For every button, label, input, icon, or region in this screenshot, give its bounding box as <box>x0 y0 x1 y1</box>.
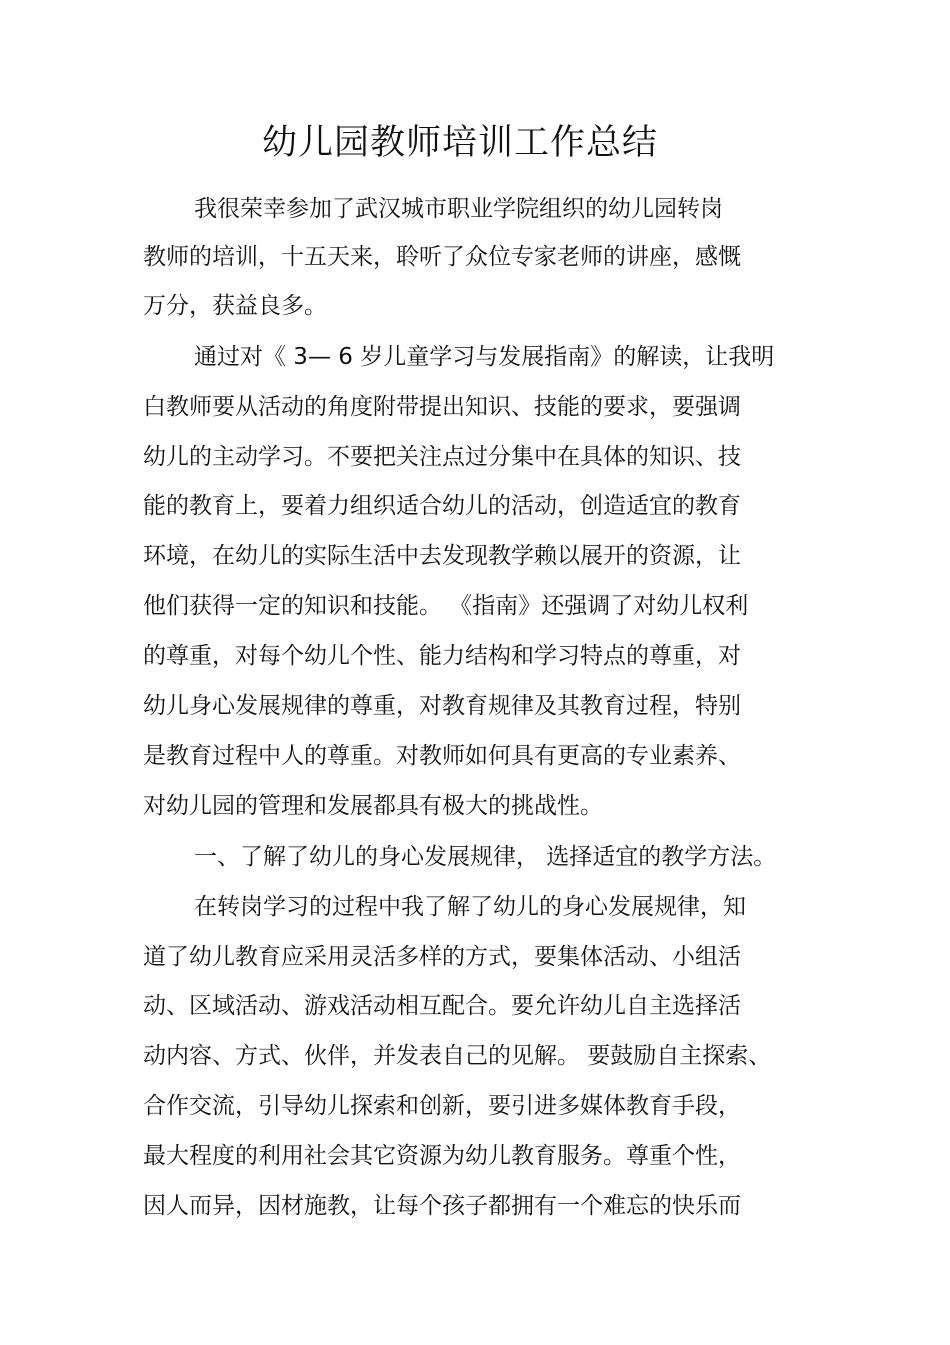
text-line: 通过对《 3— 6 岁儿童学习与发展指南》的解读，让我明 <box>194 344 775 370</box>
text-line: 道了幼儿教育应采用灵活多样的方式，要集体活动、小组活 <box>143 944 741 970</box>
text-line: 是教育过程中人的尊重。对教师如何具有更高的专业素养、 <box>143 743 741 769</box>
text-line: 最大程度的利用社会其它资源为幼儿教育服务。尊重个性， <box>143 1143 741 1169</box>
text-line: 白教师要从活动的角度附带提出知识、技能的要求，要强调 <box>143 394 741 420</box>
text-line: 我很荣幸参加了武汉城市职业学院组织的幼儿园转岗 <box>194 196 723 222</box>
text-line: 万分，获益良多。 <box>143 293 327 319</box>
text-line: 教师的培训，十五天来，聆听了众位专家老师的讲座，感慨 <box>143 244 741 270</box>
text-line: 在转岗学习的过程中我了解了幼儿的身心发展规律，知 <box>194 894 746 920</box>
text-line: 合作交流，引导幼儿探索和创新，要引进多媒体教育手段， <box>143 1093 741 1119</box>
text-line: 幼儿的主动学习。不要把关注点过分集中在具体的知识、技 <box>143 444 741 470</box>
text-line: 能的教育上，要着力组织适合幼儿的活动，创造适宜的教育 <box>143 493 741 519</box>
section-heading: 一、了解了幼儿的身心发展规律， 选择适宜的教学方法。 <box>194 844 777 870</box>
text-line: 动、区域活动、游戏活动相互配合。要允许幼儿自主选择活 <box>143 993 741 1019</box>
text-line: 对幼儿园的管理和发展都具有极大的挑战性。 <box>143 793 603 819</box>
text-line: 环境，在幼儿的实际生活中去发现教学赖以展开的资源，让 <box>143 543 741 569</box>
text-line: 因人而异，因材施教，让每个孩子都拥有一个难忘的快乐而 <box>143 1193 741 1219</box>
text-line: 的尊重，对每个幼儿个性、能力结构和学习特点的尊重，对 <box>143 643 741 669</box>
text-line: 幼儿身心发展规律的尊重，对教育规律及其教育过程，特别 <box>143 693 741 719</box>
text-line: 动内容、方式、伙伴，并发表自己的见解。 要鼓励自主探索、 <box>143 1043 772 1069</box>
document-title: 幼儿园教师培训工作总结 <box>261 123 658 163</box>
text-line: 他们获得一定的知识和技能。 《指南》还强调了对幼儿权利 <box>143 593 749 619</box>
